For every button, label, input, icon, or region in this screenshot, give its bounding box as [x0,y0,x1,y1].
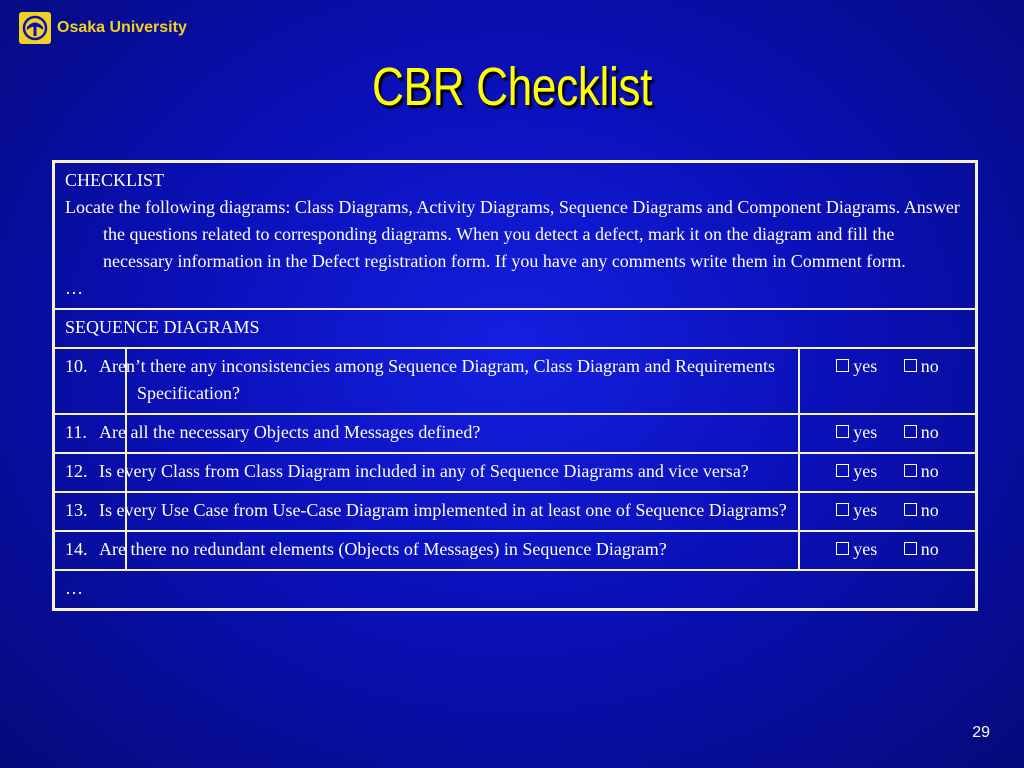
page-number: 29 [972,724,990,741]
yes-label: yes [853,461,878,481]
table-row [54,348,977,414]
no-checkbox[interactable] [904,497,939,524]
no-checkbox[interactable] [904,353,939,380]
checkbox-icon [904,503,917,516]
university-logo [19,12,187,44]
yes-label: yes [853,500,878,520]
no-checkbox[interactable] [904,458,939,485]
university-name: Osaka University [57,19,187,36]
row-number: 12. [54,453,127,492]
yes-checkbox[interactable] [836,536,877,563]
yes-label: yes [853,356,878,376]
row-number: 13. [54,492,127,531]
row-question: Are all the necessary Objects and Messages defined? [126,414,799,453]
checklist-heading: CHECKLIST [65,170,164,190]
footer-row [54,570,977,610]
yes-checkbox[interactable] [836,458,877,485]
answer-cell [799,492,977,531]
row-number: 10. [54,348,127,414]
intro-text: Locate the following diagrams: Class Diagrams, Activity Diagrams, Sequence Diagrams and Component Diagrams. Answer the questions related to corresponding diagrams. When you detect a defect, mark it on the diagram and fill the necessary information in the Defect registration form. If you have any comments write them in Comment form. [65,197,960,271]
checkbox-icon [904,542,917,555]
row-number: 14. [54,531,127,570]
answer-cell [799,453,977,492]
row-number: 11. [54,414,127,453]
checkbox-icon [836,542,849,555]
no-label: no [920,539,939,559]
yes-label: yes [853,539,878,559]
no-checkbox[interactable] [904,419,939,446]
yes-label: yes [853,422,878,442]
answer-cell [799,414,977,453]
checkbox-icon [836,464,849,477]
row-question: Are there no redundant elements (Objects of Messages) in Sequence Diagram? [126,531,799,570]
no-checkbox[interactable] [904,536,939,563]
section-title: SEQUENCE DIAGRAMS [54,309,977,348]
no-label: no [920,356,939,376]
yes-checkbox[interactable] [836,497,877,524]
intro-ellipsis: … [65,278,83,298]
table-ellipsis: … [54,570,977,610]
table-row [54,414,977,453]
osaka-emblem-icon [19,12,51,44]
row-question: Is every Class from Class Diagram included in any of Sequence Diagrams and vice versa? [126,453,799,492]
slide-title: CBR Checklist [371,57,653,117]
row-question: Aren’t there any inconsistencies among Sequence Diagram, Class Diagram and Requirements Specification? [126,348,799,414]
table-row [54,492,977,531]
checkbox-icon [836,359,849,372]
checkbox-icon [836,503,849,516]
checkbox-icon [904,464,917,477]
section-row [54,309,977,348]
checklist-table [52,160,978,611]
yes-checkbox[interactable] [836,353,877,380]
row-question: Is every Use Case from Use-Case Diagram implemented in at least one of Sequence Diagrams? [126,492,799,531]
no-label: no [920,500,939,520]
no-label: no [920,422,939,442]
intro-row [54,162,977,310]
yes-checkbox[interactable] [836,419,877,446]
table-row [54,531,977,570]
checkbox-icon [904,425,917,438]
answer-cell [799,348,977,414]
checkbox-icon [904,359,917,372]
intro-cell [54,162,977,310]
checkbox-icon [836,425,849,438]
answer-cell [799,531,977,570]
no-label: no [920,461,939,481]
table-row [54,453,977,492]
